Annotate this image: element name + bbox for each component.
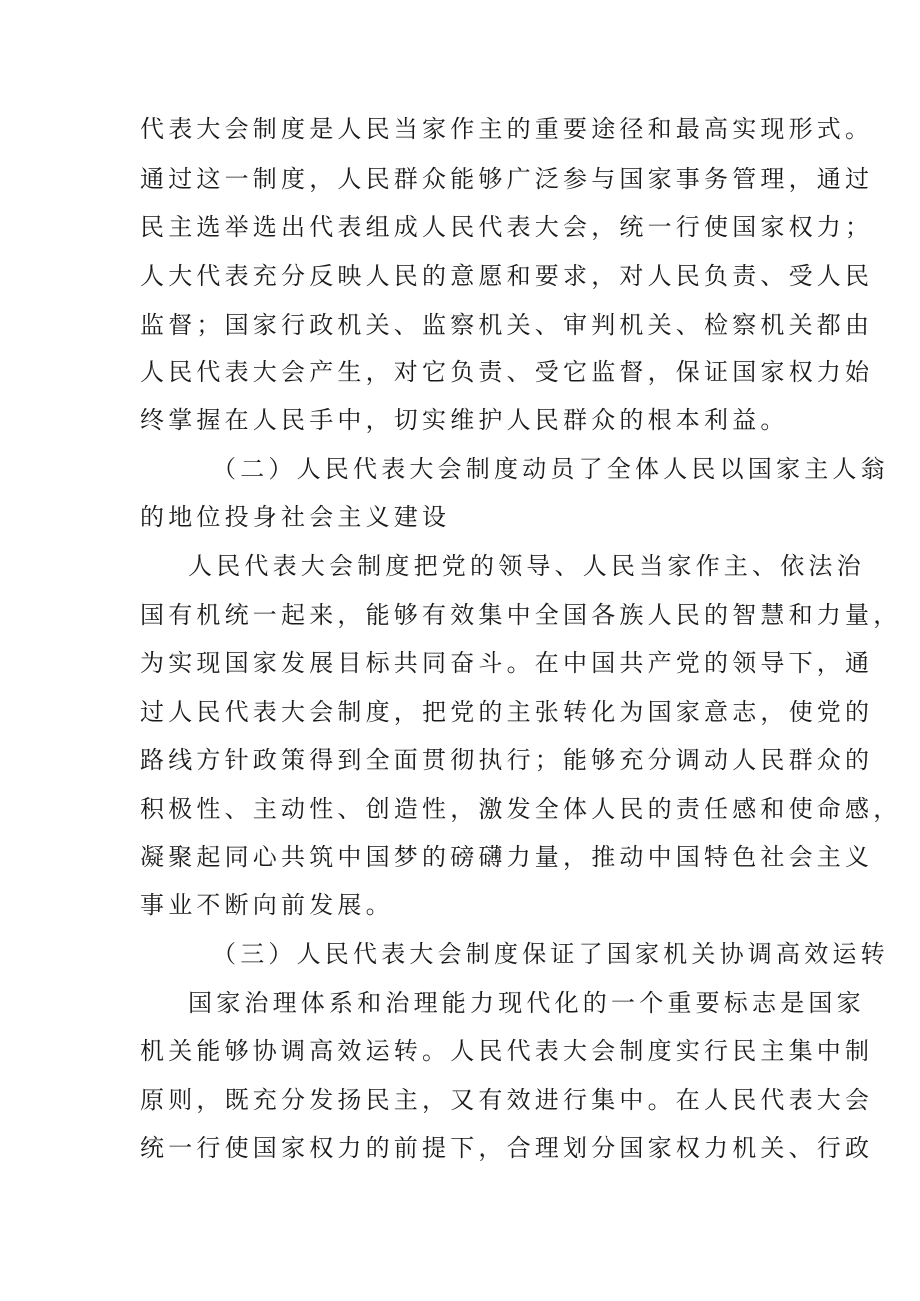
paragraph-line: 过人民代表大会制度，把党的主张转化为国家意志，使党的 xyxy=(140,698,874,726)
paragraph-line: 代表大会制度是人民当家作主的重要途径和最高实现形式。 xyxy=(140,115,874,143)
paragraph-line: 国家治理体系和治理能力现代化的一个重要标志是国家 xyxy=(188,989,865,1017)
paragraph-line: 路线方针政策得到全面贯彻执行；能够充分调动人民群众的 xyxy=(140,746,874,774)
paragraph-line: 凝聚起同心共筑中国梦的磅礴力量，推动中国特色社会主义 xyxy=(140,843,874,871)
paragraph-line: 通过这一制度，人民群众能够广泛参与国家事务管理，通过 xyxy=(140,165,874,193)
paragraph-line: 为实现国家发展目标共同奋斗。在中国共产党的领导下，通 xyxy=(140,649,874,677)
paragraph-line: 国有机统一起来，能够有效集中全国各族人民的智慧和力量， xyxy=(140,601,902,629)
paragraph-line: 人民代表大会制度把党的领导、人民当家作主、依法治 xyxy=(188,552,865,580)
section-heading-2: （二）人民代表大会制度动员了全体人民以国家主人翁 xyxy=(212,455,889,483)
paragraph-line: 事业不断向前发展。 xyxy=(140,891,394,919)
paragraph-line: 监督；国家行政机关、监察机关、审判机关、检察机关都由 xyxy=(140,311,874,339)
paragraph-line: 统一行使国家权力的前提下，合理划分国家权力机关、行政 xyxy=(140,1134,874,1162)
paragraph-line: 原则，既充分发扬民主，又有效进行集中。在人民代表大会 xyxy=(140,1086,874,1114)
paragraph-line: 人民代表大会产生，对它负责、受它监督，保证国家权力始 xyxy=(140,358,874,386)
section-heading-3: （三）人民代表大会制度保证了国家机关协调高效运转 xyxy=(212,940,889,968)
paragraph-line: 人大代表充分反映人民的意愿和要求，对人民负责、受人民 xyxy=(140,262,874,290)
section-heading-2-continuation: 的地位投身社会主义建设 xyxy=(140,503,451,531)
paragraph-line: 民主选举选出代表组成人民代表大会，统一行使国家权力； xyxy=(140,213,874,241)
paragraph-line: 积极性、主动性、创造性，激发全体人民的责任感和使命感， xyxy=(140,795,902,823)
paragraph-line: 终掌握在人民手中，切实维护人民群众的根本利益。 xyxy=(140,406,789,434)
paragraph-line: 机关能够协调高效运转。人民代表大会制度实行民主集中制 xyxy=(140,1037,874,1065)
